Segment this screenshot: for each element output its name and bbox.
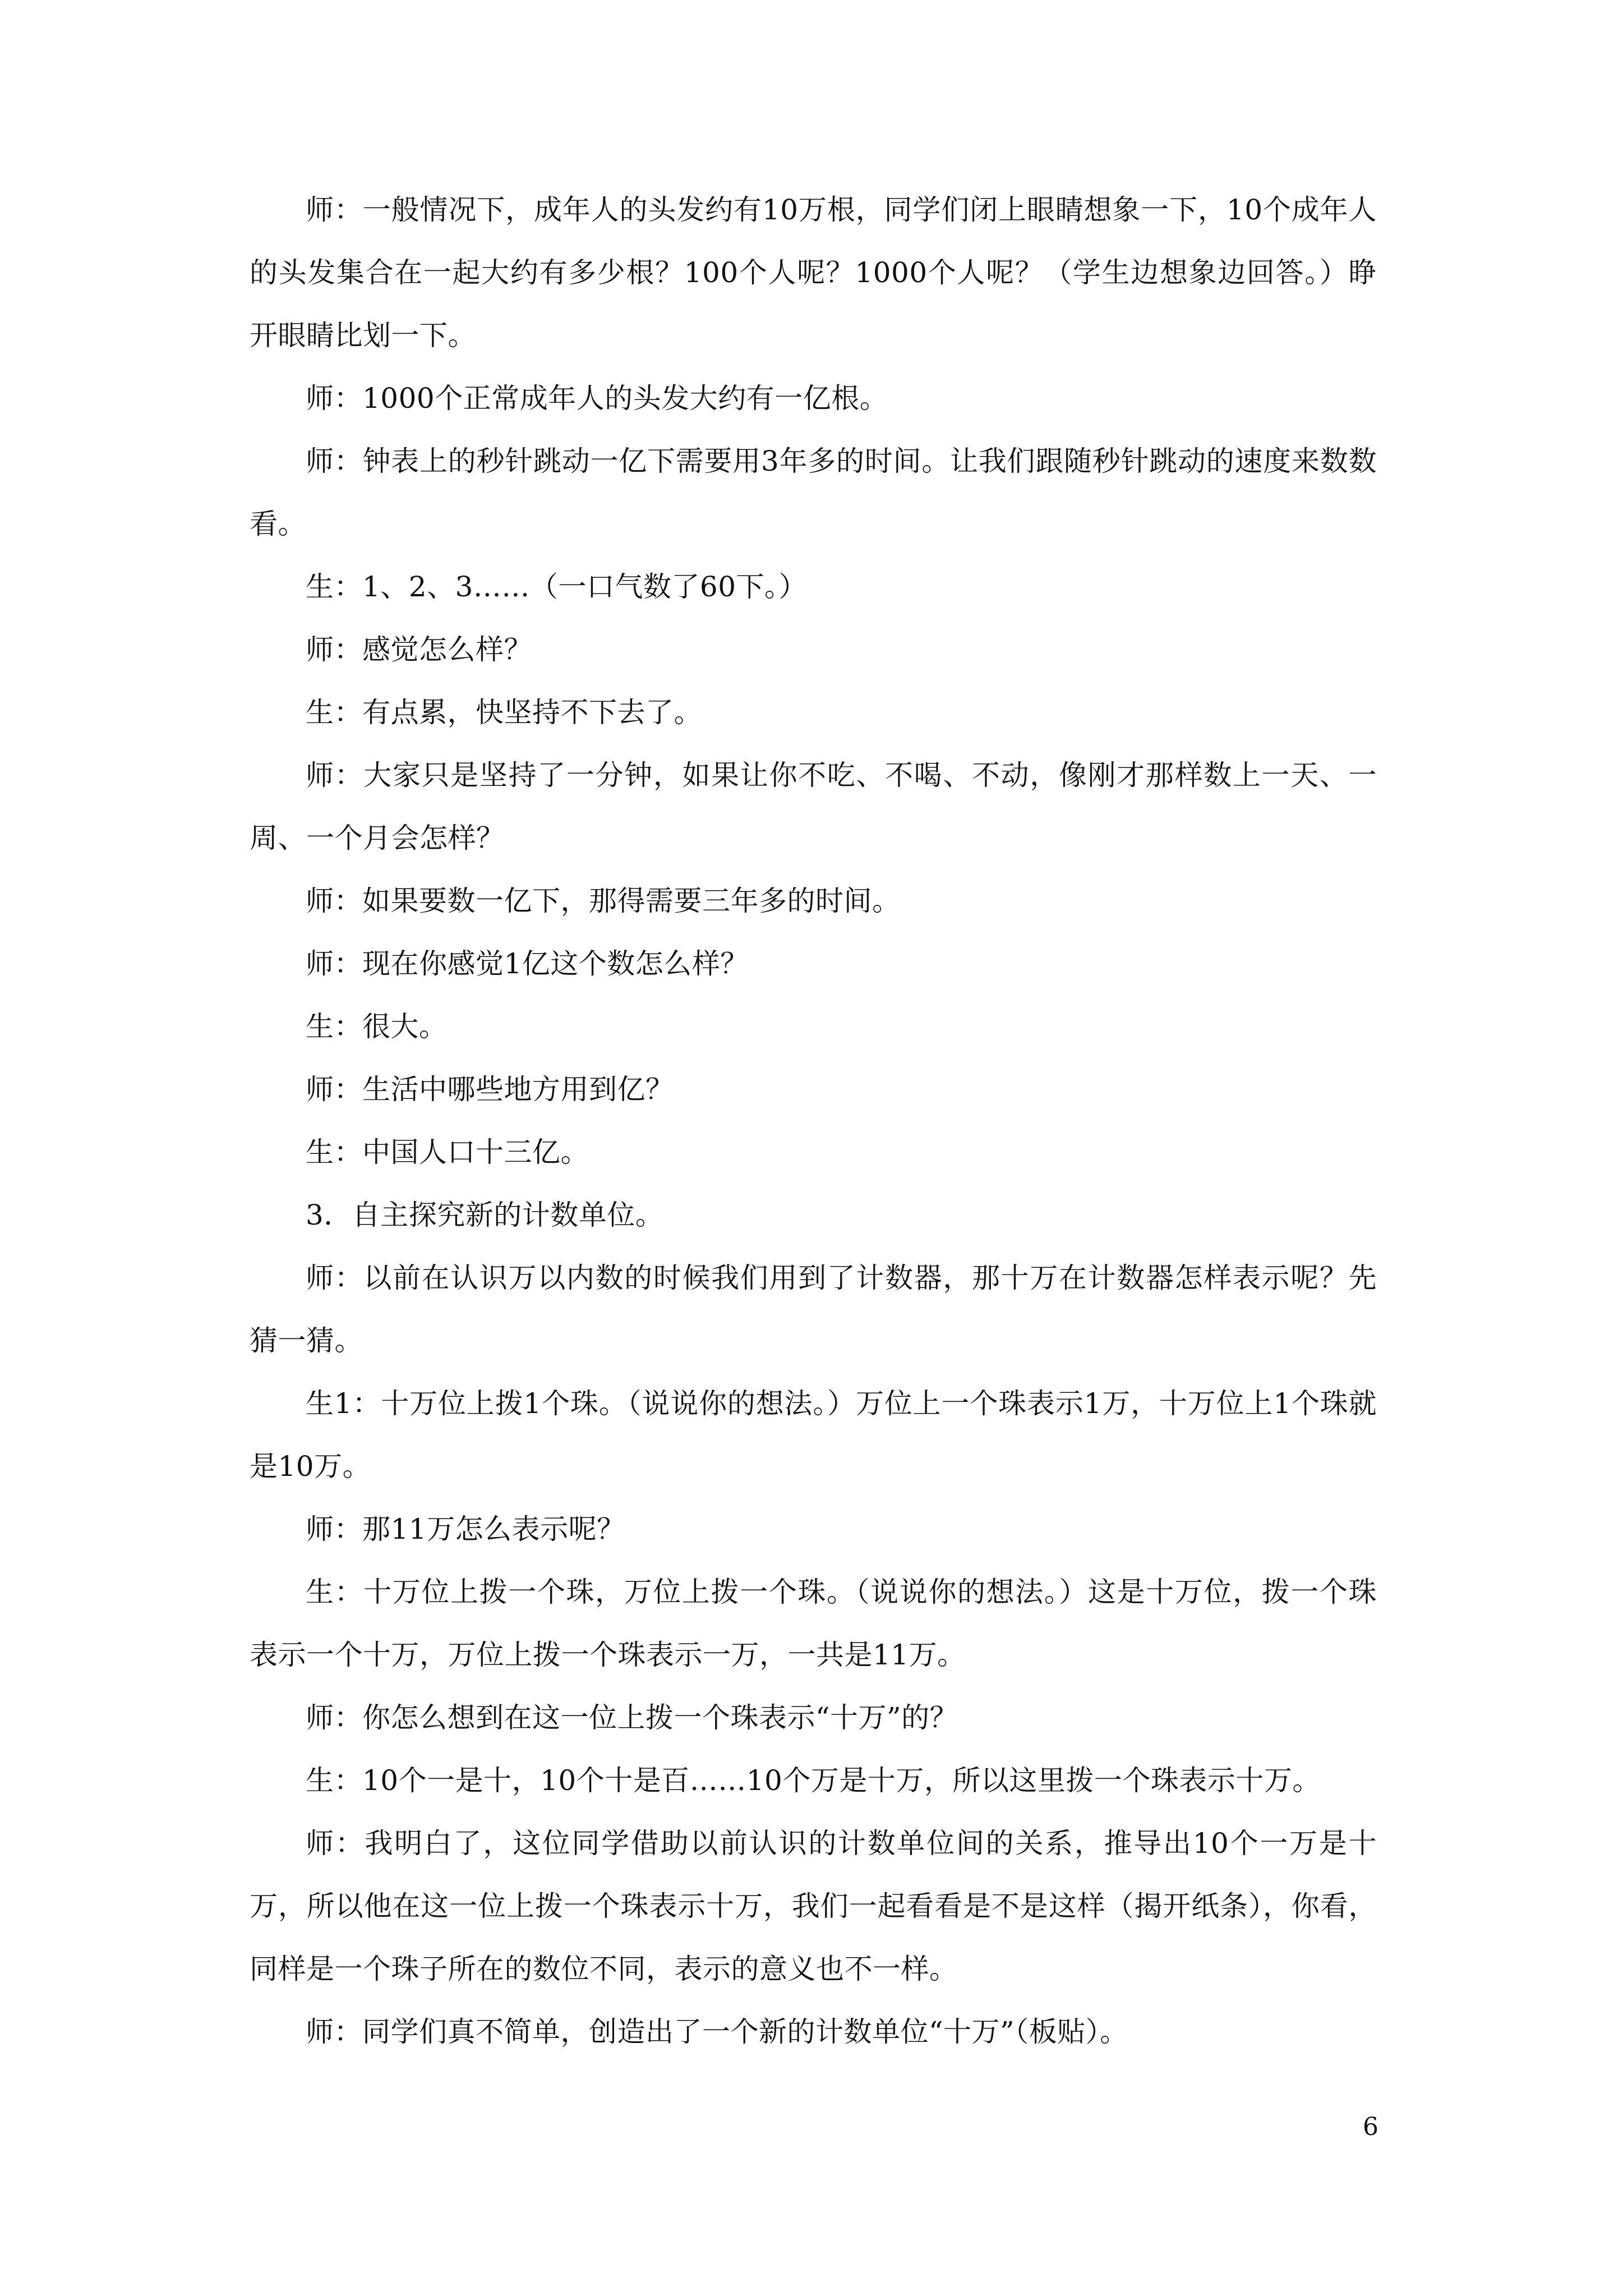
paragraph: 生1：十万位上拨1个珠。（说说你的想法。）万位上一个珠表示1万，十万位上1个珠就是10万。: [250, 1387, 1377, 1483]
paragraph: 师：如果要数一亿下，那得需要三年多的时间。: [306, 885, 901, 917]
paragraph: 师：大家只是坚持了一分钟，如果让你不吃、不喝、不动，像刚才那样数上一天、一周、一个月会怎样？: [250, 759, 1377, 854]
paragraph: 师：感觉怎么样？: [306, 633, 532, 666]
paragraph: 师：现在你感觉1亿这个数怎么样？: [306, 947, 749, 980]
paragraph: 师：一般情况下，成年人的头发约有10万根，同学们闭上眼睛想象一下，10个成年人的头发集合在一起大约有多少根？100个人呢？1000个人呢？（学生边想象边回答。）睁开眼睛比划一下。: [250, 194, 1377, 352]
paragraph: 师：1000个正常成年人的头发大约有一亿根。: [306, 382, 888, 415]
paragraph: 师：以前在认识万以内数的时候我们用到了计数器，那十万在计数器怎样表示呢？先猜一猜。: [250, 1262, 1377, 1357]
section-heading: 3．自主探究新的计数单位。: [306, 1199, 664, 1231]
paragraph: 师：那11万怎么表示呢？: [306, 1513, 625, 1545]
paragraph: 师：你怎么想到在这一位上拨一个珠表示“十万”的？: [306, 1701, 958, 1734]
paragraph: 师：同学们真不简单，创造出了一个新的计数单位“十万”（板贴）。: [306, 2016, 1128, 2048]
paragraph: 生：1、2、3……（一口气数了60下。）: [306, 570, 808, 603]
paragraph: 生：中国人口十三亿。: [306, 1136, 589, 1168]
paragraph: 师：我明白了，这位同学借助以前认识的计数单位间的关系，推导出10个一万是十万，所以他在这一位上拨一个珠表示十万，我们一起看看是不是这样（揭开纸条），你看，同样是一个珠子所在的数位不同，表示的意义也不一样。: [250, 1827, 1377, 1985]
paragraph: 生：十万位上拨一个珠，万位上拨一个珠。（说说你的想法。）这是十万位，拨一个珠表示一个十万，万位上拨一个珠表示一万，一共是11万。: [250, 1576, 1377, 1671]
document-body: [250, 178, 1377, 2063]
page-number: 6: [1363, 2113, 1378, 2141]
paragraph: 生：10个一是十，10个十是百……10个万是十万，所以这里拨一个珠表示十万。: [306, 1764, 1321, 1797]
paragraph: 生：很大。: [306, 1010, 448, 1043]
paragraph: 师：钟表上的秒针跳动一亿下需要用3年多的时间。让我们跟随秒针跳动的速度来数数看。: [250, 445, 1377, 540]
paragraph: 生：有点累，快坚持不下去了。: [306, 696, 702, 729]
paragraph: 师：生活中哪些地方用到亿？: [306, 1073, 674, 1106]
